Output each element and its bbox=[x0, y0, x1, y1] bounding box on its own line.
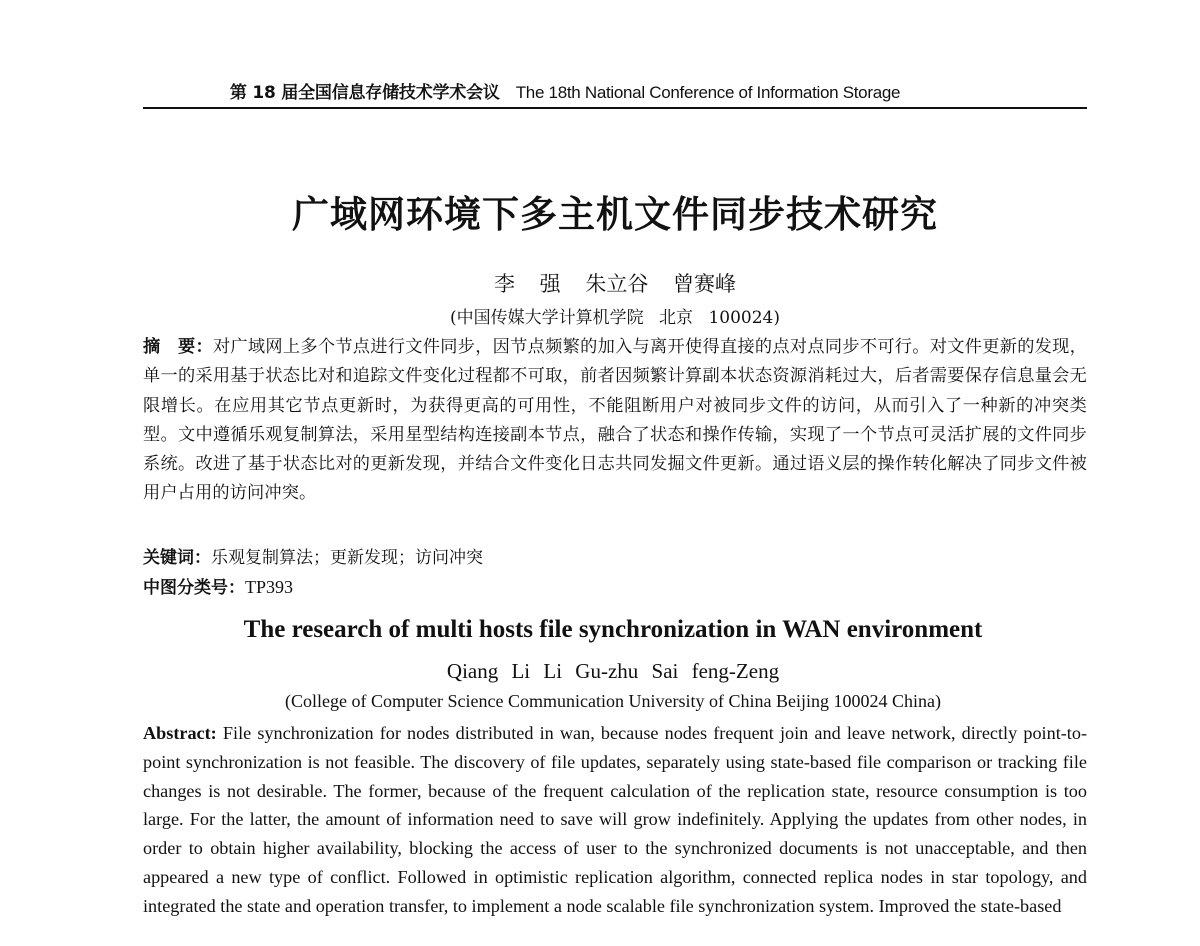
chinese-title: 广域网环境下多主机文件同步技术研究 bbox=[292, 193, 938, 236]
running-header bbox=[143, 78, 987, 103]
classification-number bbox=[143, 573, 1087, 598]
keywords-text: 乐观复制算法；更新发现；访问冲突 bbox=[211, 548, 483, 568]
chinese-abstract-text: 对广域网上多个节点进行文件同步，因节点频繁的加入与离开使得直接的点对点同步不可行。对文件更新的发现，单一的采用基于状态比对和追踪文件变化过程都不可取，前者因频繁计算副本状态资源消耗过大，后者需要保存信息量会无限增长。在应用其它节点更新时，为获得更高的可用性，不能阻断用户对被同步文件的访问，从而引入了一种新的冲突类型。文中遵循乐观复制算法，采用星型结构连接副本节点，融合了状态和操作传输，实现了一个节点可灵活扩展的文件同步系统。改进了基于状态比对的更新发现，并结合文件变化日志共同发掘文件更新。通过语义层的操作转化解决了同步文件被用户占用的访问冲突。 bbox=[143, 337, 1087, 504]
keywords-label: 关键词： bbox=[143, 548, 211, 568]
chinese-keywords bbox=[143, 543, 1087, 568]
chinese-abstract bbox=[143, 333, 1087, 509]
classification-value: TP393 bbox=[245, 577, 294, 597]
english-abstract-text: File synchronization for nodes distributed in wan, because nodes frequent join and leave network, directly point-to-point synchronization is not feasible. The discovery of file updates, separately using state-based file comparison or tracking file changes is not desirable. The former, because of the frequent calculation of the replication state, resource consumption is too large. For the latter, the amount of information need to save will grow indefinitely. Applying the updates from other nodes, in order to obtain higher availability, blocking the access of user to the synchronized documents is not unacceptable, and then appeared a new type of conflict. Followed in optimistic replication algorithm, connected replica nodes in star topology, and integrated the state and operation transfer, to implement a node scalable file synchronization system. Improved the state-based bbox=[143, 723, 1088, 916]
header-rule bbox=[143, 107, 1087, 109]
english-affiliation: (College of Computer Science Communication University of China Beijing 100024 China) bbox=[285, 691, 941, 711]
classification-label: 中图分类号： bbox=[143, 578, 245, 598]
chinese-abstract-label: 摘 要： bbox=[143, 337, 213, 357]
running-header-en: The 18th National Conference of Information Storage bbox=[515, 83, 901, 102]
english-abstract bbox=[143, 719, 1087, 921]
chinese-authors: 李 强 朱立谷 曾赛峰 bbox=[493, 272, 737, 296]
english-authors: Qiang Li Li Gu-zhu Sai feng-Zeng bbox=[446, 659, 780, 683]
chinese-affiliation: (中国传媒大学计算机学院 北京 100024) bbox=[450, 308, 780, 328]
english-abstract-label: Abstract: bbox=[143, 723, 217, 743]
english-title: The research of multi hosts file synchronization in WAN environment bbox=[243, 616, 983, 643]
running-header-cn: 第 18 届全国信息存储技术学术会议 bbox=[229, 83, 500, 103]
